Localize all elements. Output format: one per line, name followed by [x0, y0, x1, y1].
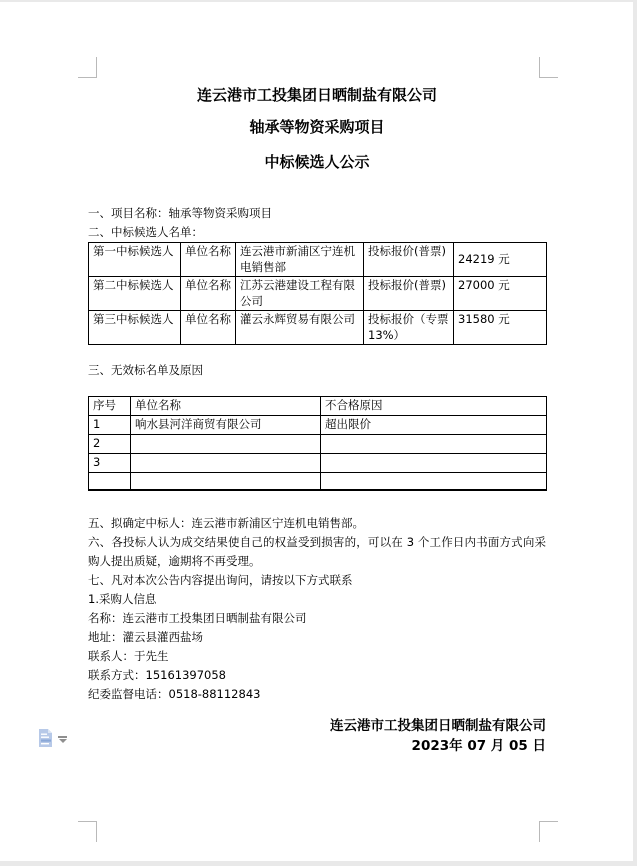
bid-price-label: 投标报价(普票): [364, 243, 454, 277]
reason-cell: [321, 454, 547, 473]
reason-cell: [321, 473, 547, 490]
candidate-company: 灌云永辉贸易有限公司: [236, 311, 364, 345]
buyer-info-heading: 1.采购人信息: [88, 591, 157, 606]
document-title-block: [88, 86, 546, 171]
title-project: 轴承等物资采购项目: [249, 118, 385, 136]
bid-price-value: 24219 元: [454, 243, 547, 277]
signature-company: 连云港市工投集团日晒制盐有限公司: [330, 717, 546, 734]
paste-options-icon: [38, 729, 53, 747]
serial-cell: [89, 473, 131, 490]
unit-cell: [131, 473, 321, 490]
bid-price-value: 27000 元: [454, 277, 547, 311]
chevron-down-icon[interactable]: [58, 736, 67, 743]
candidate-company: 江苏云港建设工程有限公司: [236, 277, 364, 311]
unit-cell: [131, 454, 321, 473]
header-unit-name: 单位名称: [131, 397, 321, 416]
unit-name-label: 单位名称: [181, 311, 236, 345]
paste-options-button[interactable]: [38, 729, 67, 747]
invalid-bids-table: [88, 396, 547, 491]
section-candidates-heading: 二、中标候选人名单：: [88, 225, 203, 239]
invalid-table-row: [89, 473, 547, 490]
header-reason: 不合格原因: [321, 397, 547, 416]
unit-cell: [131, 435, 321, 454]
document-page: [0, 2, 633, 861]
document-body: [88, 204, 546, 756]
bid-price-label: 投标报价（专票 13%）: [364, 311, 454, 345]
bid-price-label: 投标报价(普票): [364, 277, 454, 311]
contact-phone-line: 联系方式：15161397058: [88, 667, 226, 682]
margin-crop-mark-top-left: [78, 57, 97, 78]
unit-name-label: 单位名称: [181, 277, 236, 311]
unit-name-label: 单位名称: [181, 243, 236, 277]
serial-cell: 2: [89, 435, 131, 454]
serial-cell: 3: [89, 454, 131, 473]
candidates-table-row: [89, 277, 547, 311]
margin-crop-mark-bottom-right: [539, 821, 558, 842]
buyer-name-line: 名称：连云港市工投集团日晒制盐有限公司: [88, 610, 307, 625]
title-announcement: 中标候选人公示: [264, 153, 370, 171]
section-invalid-bids-heading: 三、无效标名单及原因: [88, 363, 203, 377]
margin-crop-mark-top-right: [539, 57, 558, 78]
signature-date: 2023年 07 月 05 日: [411, 737, 546, 754]
candidate-rank: 第一中标候选人: [89, 243, 181, 277]
candidates-table-row: [89, 243, 547, 277]
section-contact-intro: 七、凡对本次公告内容提出询问，请按以下方式联系: [88, 572, 353, 587]
unit-cell: 响水县河洋商贸有限公司: [131, 416, 321, 435]
reason-cell: 超出限价: [321, 416, 547, 435]
reason-cell: [321, 435, 547, 454]
signature-block: [88, 716, 546, 756]
candidate-rank: 第三中标候选人: [89, 311, 181, 345]
section-proposed-winner: 五、拟确定中标人：连云港市新浦区宁连机电销售部。: [88, 515, 364, 530]
section-project-name: 一、项目名称：轴承等物资采购项目: [88, 206, 272, 220]
candidates-table-row: [89, 311, 547, 345]
contact-person-line: 联系人：于先生: [88, 648, 169, 663]
discipline-phone-line: 纪委监督电话：0518-88112843: [88, 686, 261, 701]
candidate-rank: 第二中标候选人: [89, 277, 181, 311]
invalid-table-row: [89, 435, 547, 454]
header-serial: 序号: [89, 397, 131, 416]
margin-crop-mark-bottom-left: [78, 821, 97, 842]
bid-price-value: 31580 元: [454, 311, 547, 345]
buyer-address-line: 地址：灌云县灌西盐场: [88, 629, 203, 644]
candidates-table: [88, 242, 547, 345]
invalid-table-row: [89, 416, 547, 435]
invalid-table-header-row: [89, 397, 547, 416]
title-company: 连云港市工投集团日晒制盐有限公司: [196, 86, 437, 104]
serial-cell: 1: [89, 416, 131, 435]
invalid-table-row: [89, 454, 547, 473]
section-objection-notice: 六、各投标人认为成交结果使自己的权益受到损害的，可以在 3 个工作日内书面方式向采购人提出质疑，逾期将不再受理。: [88, 534, 546, 568]
candidate-company: 连云港市新浦区宁连机电销售部: [236, 243, 364, 277]
